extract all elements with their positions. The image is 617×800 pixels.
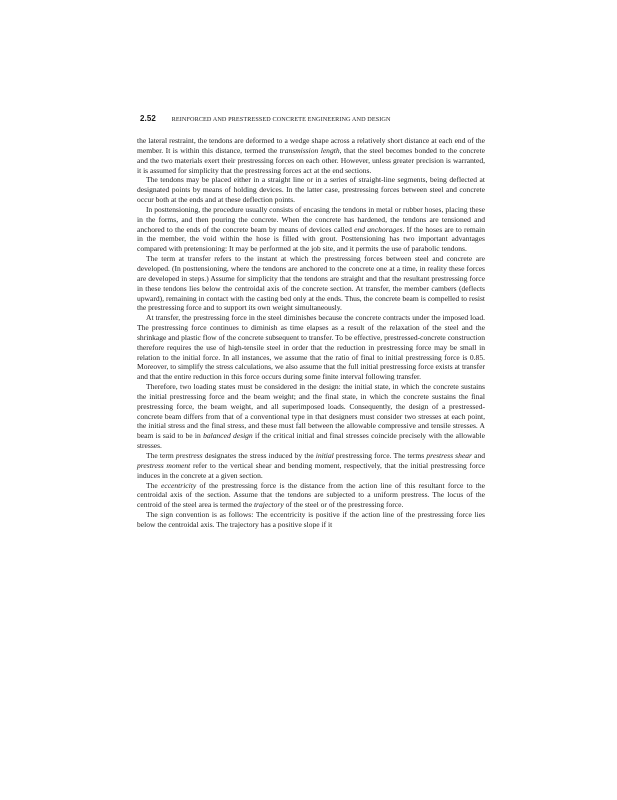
text-run: The sign convention is as follows: The eccentricity is positive if the action line of the prestressing force lies below the centroidal axis. The trajectory has a positive slope if it xyxy=(137,510,485,529)
body-text xyxy=(137,136,485,530)
paragraph xyxy=(137,205,485,254)
italic-term: prestress shear xyxy=(426,451,472,460)
text-run: of the prestressing force is the distance from the action line of this resultant force to the centroidal axis of the section. Assume that the tendons are subjected to a uniform prestress. The locus of the centroid of the steel area is termed the xyxy=(137,480,485,510)
text-run: designates the stress induced by the xyxy=(202,451,316,460)
text-run: At transfer, the prestressing force in the steel diminishes because the concrete contracts under the imposed load. The prestressing force continues to diminish as time elapses as a result of the relaxation of the steel and the shrinkage and plastic flow of the concrete subsequent to transfer. To be effective, prestressed-concrete construction therefore requires the use of high-tensile steel in order that the reduction in prestressing force may be small in relation to the initial force. In all instances, we assume that the ratio of final to initial prestressing force is 0.85. Moreover, to simplify the stress calculations, we also assume that the full initial prestressing force exists at transfer and that the entire reduction in this force occurs during some finite interval following transfer. xyxy=(137,313,485,382)
text-run: The term xyxy=(146,451,176,460)
paragraph xyxy=(137,451,485,481)
text-run: The xyxy=(146,480,161,490)
text-run: , that the steel becomes bonded to the concrete and the two materials exert their prestressing forces on each other. However, unless greater precision is warranted, it is assumed for simplicity that the prestressing forces act at the end sections. xyxy=(137,145,485,175)
text-run: The term at transfer refers to the instant at which the prestressing forces between steel and concrete are developed. (In posttensioning, where the tendons are anchored to the concrete one at a time, in reality these forces are developed in steps.) Assume for simplicity that the tendons are straight and that the resultant prestressing force in these tendons lies below the centroidal axis of the concrete section. At transfer, the member cambers (deflects upward), remaining in contact with the casting bed only at the ends. Thus, the concrete beam is compelled to resist the prestressing force and to support its own weight simultaneously. xyxy=(137,254,485,313)
paragraph xyxy=(137,175,485,205)
italic-term: balanced design xyxy=(203,431,253,441)
italic-term: prestress moment xyxy=(137,460,191,470)
italic-term: trajectory xyxy=(253,500,284,510)
paragraph xyxy=(137,481,485,511)
text-run: and xyxy=(471,451,486,460)
paragraph xyxy=(137,382,485,451)
running-header xyxy=(140,114,490,123)
text-run: The tendons may be placed either in a straight line or in a series of straight-line segments, being deflected at designated points by means of holding devices. In the latter case, prestressing forces between steel and concrete occur both at the ends and at these deflection points. xyxy=(137,175,485,205)
italic-term: prestress xyxy=(175,451,203,460)
paragraph xyxy=(137,313,485,382)
paragraph xyxy=(137,136,485,175)
text-run: In posttensioning, the procedure usually consists of encasing the tendons in metal or rubber hoses, placing these in the forms, and then pouring the concrete. When the concrete has hardened, the tendons are tensioned and anchored to the ends of the concrete beam by means of devices called xyxy=(137,204,485,234)
italic-term: end anchorages xyxy=(354,224,403,234)
italic-term: eccentricity xyxy=(161,480,197,490)
text-run: . If the hoses are to remain in the member, the void within the hose is filled with grout. Posttensioning has two important advantages compared with pretensioning: It may be performed at the job site, and it permits the use of parabolic tendons. xyxy=(137,224,485,254)
italic-term: initial xyxy=(315,451,334,460)
italic-term: transmission length xyxy=(279,145,340,155)
text-run: refer to the vertical shear and bending moment, respectively, that the initial prestressing force induces in the concrete at a given section. xyxy=(137,460,485,480)
text-run: Therefore, two loading states must be considered in the design: the initial state, in which the concrete sustains the initial prestressing force and the beam weight; and the final state, in which the concrete sustains the final prestressing force, the beam weight, and all superimposed loads. Consequently, the design of a prestressed-concrete beam differs from that of a conventional type in that designers must consider two stresses at each point, the initial stress and the final stress, and these must fall between the allowable compressive and tensile stresses. A beam is said to be in xyxy=(137,382,485,441)
paragraph xyxy=(137,510,485,530)
text-run: prestressing force. The terms xyxy=(333,451,427,460)
page-number: 2.52 xyxy=(140,114,156,123)
paragraph xyxy=(137,254,485,313)
text-run: the lateral restraint, the tendons are deformed to a wedge shape across a relatively short distance at each end of the member. It is within this distance, termed the xyxy=(137,136,485,155)
text-run: of the steel or of the prestressing force. xyxy=(283,500,404,510)
text-run: if the critical initial and final stresses coincide precisely with the allowable stresses. xyxy=(137,431,485,451)
running-title: REINFORCED AND PRESTRESSED CONCRETE ENGINEERING AND DESIGN xyxy=(171,116,391,123)
